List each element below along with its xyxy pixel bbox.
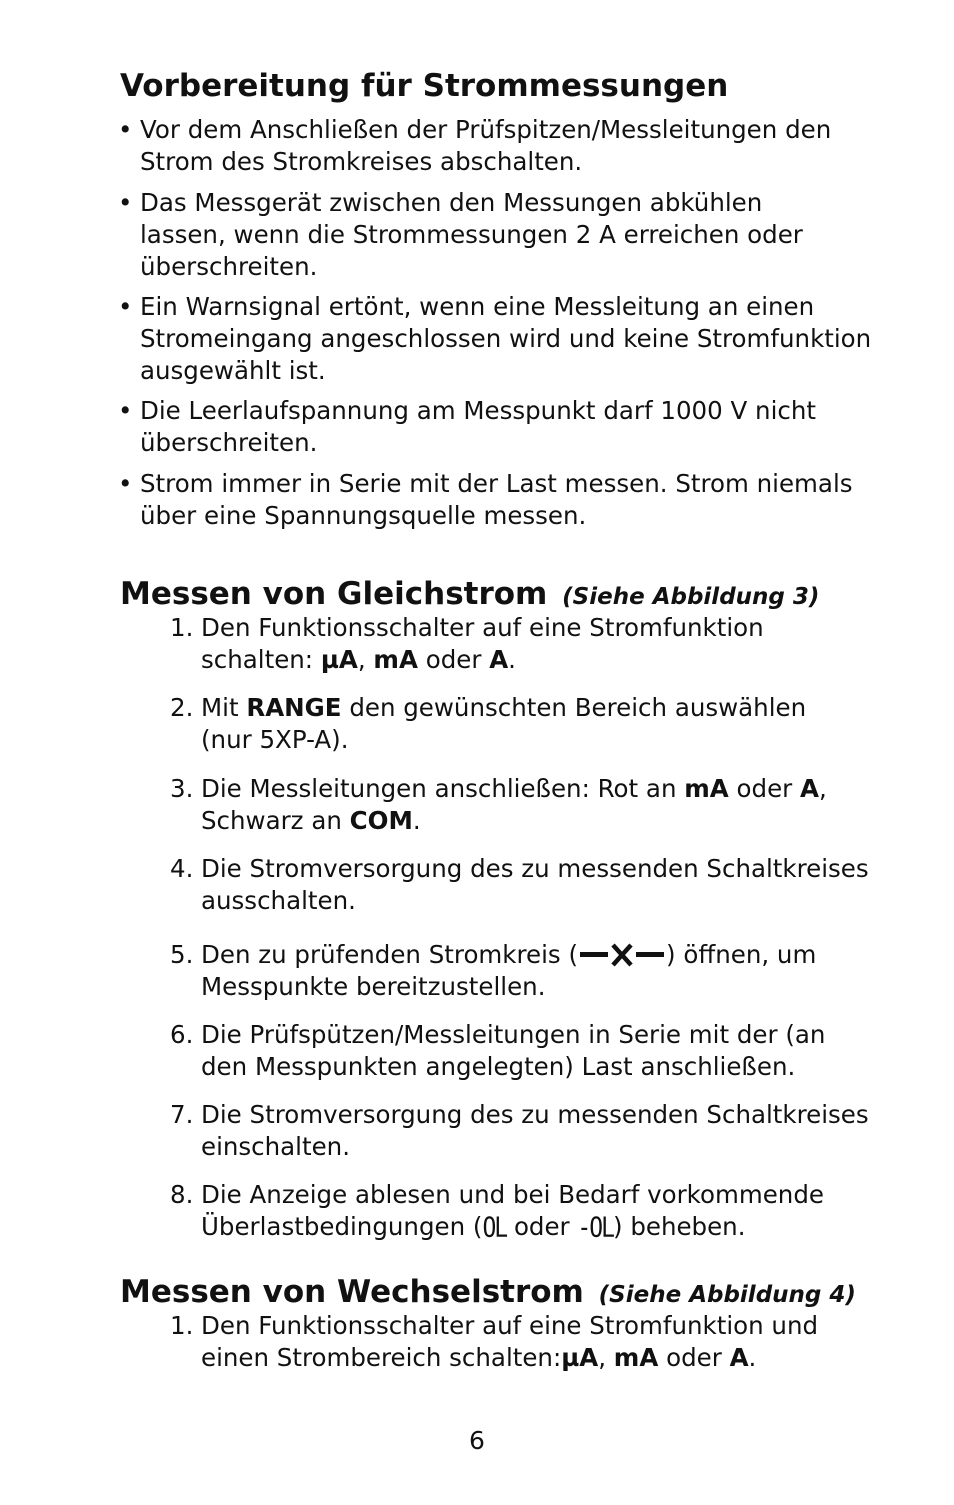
bullet-icon: • — [118, 292, 133, 321]
list-item — [118, 395, 908, 459]
bullet-icon: • — [118, 188, 133, 217]
step-number: 1. — [170, 613, 194, 642]
step-text: Den Funktionsschalter auf eine Stromfunktion schalten: µA, mA oder A. — [201, 613, 764, 674]
step-number: 8. — [170, 1180, 194, 1209]
step-text: Den zu prüfenden Stromkreis ( ) öffnen, um Messpunkte bereitzustellen. — [201, 940, 817, 1001]
list-item — [118, 187, 908, 283]
step-text: Die Stromversorgung des zu messenden Schaltkreises einschalten. — [201, 1100, 869, 1161]
figure-reference: (Siehe Abbildung 3) — [562, 584, 820, 610]
list-item — [170, 853, 890, 917]
list-item — [170, 1179, 890, 1244]
bullet-icon: • — [118, 115, 133, 144]
list-item — [170, 1099, 890, 1163]
step-number: 1. — [170, 1311, 194, 1340]
section-title-text: Messen von Wechselstrom — [120, 1274, 584, 1310]
bullet-text: Strom immer in Serie mit der Last messen. Strom niemals über eine Spannungsquelle messen. — [140, 469, 853, 530]
list-item — [170, 1310, 890, 1374]
list-item — [170, 1019, 890, 1083]
page-number: 6 — [469, 1426, 485, 1455]
step-number: 3. — [170, 774, 194, 803]
step-text: Die Messleitungen anschließen: Rot an mA oder A, Schwarz an COM. — [201, 774, 827, 835]
list-item — [170, 773, 890, 837]
section-title-dc-current — [120, 576, 819, 615]
step-text: Die Prüfspützen/Messleitungen in Serie mit der (an den Messpunkten angelegten) Last anschließen. — [201, 1020, 826, 1081]
bullet-text: Vor dem Anschließen der Prüfspitzen/Messleitungen den Strom des Stromkreises abschalten. — [140, 115, 832, 176]
section-title-ac-current — [120, 1274, 856, 1313]
section-title-text: Messen von Gleichstrom — [120, 576, 548, 612]
open-circuit-symbol-icon — [578, 943, 666, 967]
list-item — [170, 692, 890, 756]
step-text: Mit RANGE den gewünschten Bereich auswählen (nur 5XP-A). — [201, 693, 807, 754]
step-number: 7. — [170, 1100, 194, 1129]
bullet-text: Das Messgerät zwischen den Messungen abkühlen lassen, wenn die Strommessungen 2 A erreichen oder überschreiten. — [140, 188, 803, 281]
bullet-text: Die Leerlaufspannung am Messpunkt darf 1000 V nicht überschreiten. — [140, 396, 816, 457]
figure-reference: (Siehe Abbildung 4) — [598, 1282, 856, 1308]
bullet-icon: • — [118, 396, 133, 425]
step-number: 6. — [170, 1020, 194, 1049]
step-text: Die Stromversorgung des zu messenden Schaltkreises ausschalten. — [201, 854, 869, 915]
bullet-text: Ein Warnsignal ertönt, wenn eine Messleitung an einen Stromeingang angeschlossen wird und keine Stromfunktion ausgewählt ist. — [140, 292, 872, 385]
list-item — [118, 291, 908, 387]
bullet-icon: • — [118, 469, 133, 498]
list-item — [118, 468, 908, 532]
list-item — [170, 612, 890, 676]
step-text: Die Anzeige ablesen und bei Bedarf vorkommende Überlastbedingungen (OL oder -OL) beheben. — [170, 1179, 861, 1244]
step-number: 5. — [170, 940, 194, 969]
step-text: Den Funktionsschalter auf eine Stromfunktion und einen Strombereich schalten:µA, mA oder A. — [201, 1311, 819, 1372]
list-item — [118, 114, 908, 178]
list-item — [170, 939, 890, 1003]
overload-display-icon: OL — [482, 1212, 507, 1244]
step-number: 2. — [170, 693, 194, 722]
negative-overload-display-icon: -OL — [577, 1212, 613, 1244]
step-number: 4. — [170, 854, 194, 883]
section-title-preparation: Vorbereitung für Strommessungen — [120, 68, 729, 104]
